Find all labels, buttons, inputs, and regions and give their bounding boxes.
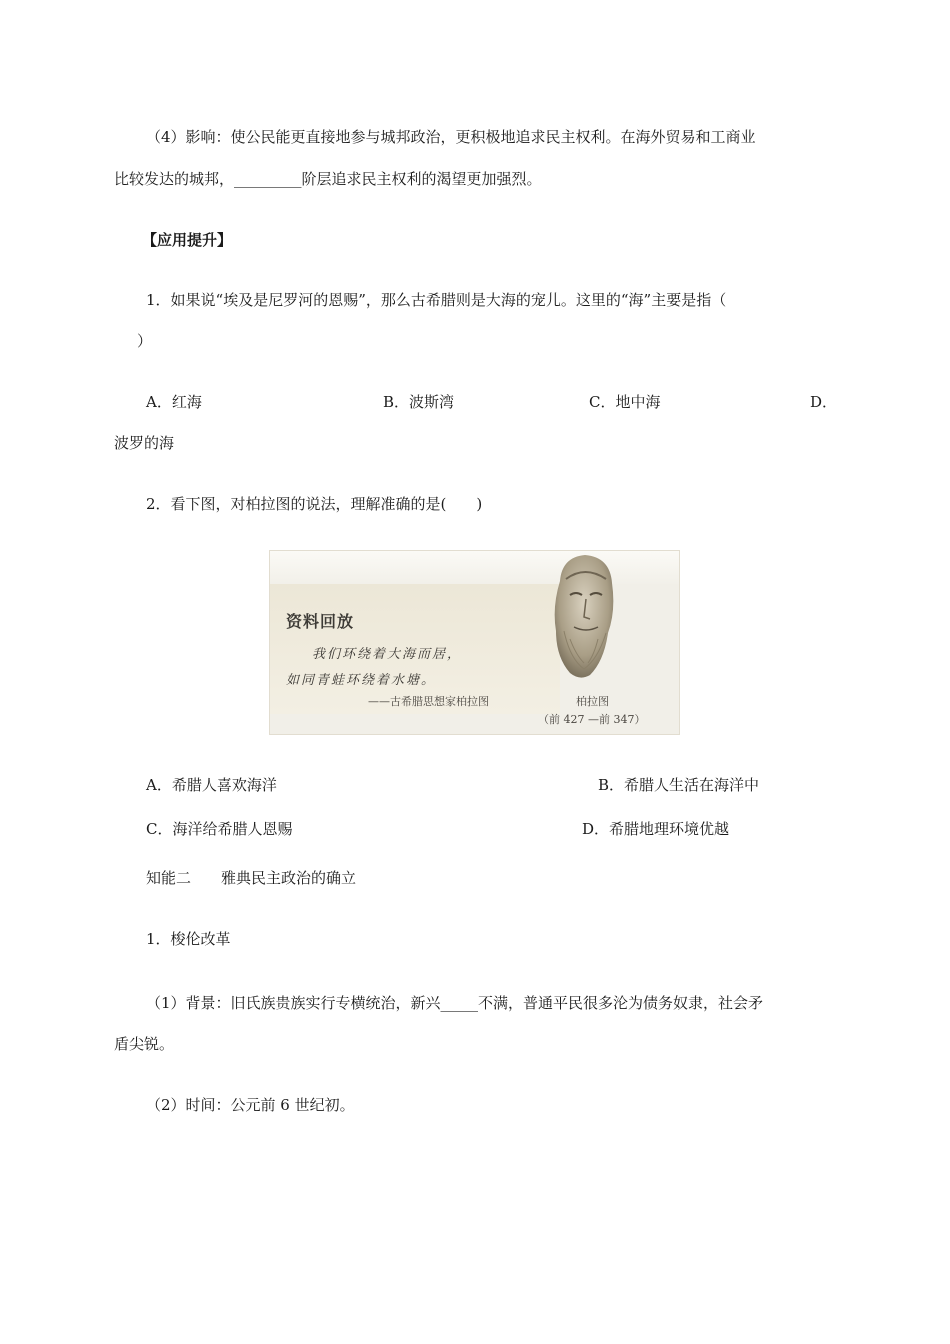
question-2-option-c: C．海洋给希腊人恩赐	[146, 820, 293, 838]
question-2-option-a: A．希腊人喜欢海洋	[146, 776, 277, 794]
figure-title: 资料回放	[286, 612, 355, 631]
portrait-name: 柏拉图	[576, 695, 609, 708]
question-1-line2: ）	[137, 332, 153, 350]
paragraph-time: （2）时间：公元前 6 世纪初。	[146, 1096, 355, 1114]
plato-figure	[269, 550, 680, 735]
portrait-dates: （前 427 —前 347）	[538, 713, 646, 726]
paragraph-background-line2: 盾尖锐。	[114, 1035, 175, 1053]
plato-bust-image	[540, 551, 630, 691]
item-solon-reform: 1．梭伦改革	[146, 930, 231, 948]
paragraph-influence-line2: 比较发达的城邦，_________阶层追求民主权利的渴望更加强烈。	[114, 170, 542, 188]
figure-credit: ——古希腊思想家柏拉图	[368, 695, 489, 708]
paragraph-background-line1: （1）背景：旧氏族贵族实行专横统治，新兴_____不满，普通平民很多沦为债务奴隶，社会矛	[146, 994, 764, 1012]
question-2-option-d: D．希腊地理环境优越	[582, 820, 730, 838]
question-1-option-d-continued: 波罗的海	[114, 434, 175, 452]
question-1-line1: 1．如果说“埃及是尼罗河的恩赐”，那么古希腊则是大海的宠儿。这里的“海”主要是指（	[146, 291, 727, 309]
question-1-option-b: B．波斯湾	[383, 393, 455, 411]
question-1-option-a: A．红海	[146, 393, 202, 411]
question-2-option-b: B．希腊人生活在海洋中	[598, 776, 760, 794]
question-1-option-d: D．	[810, 393, 838, 411]
section-heading-application: 【应用提升】	[142, 231, 233, 249]
figure-quote-line2: 如同青蛙环绕着水塘。	[286, 673, 437, 688]
question-2: 2．看下图，对柏拉图的说法，理解准确的是( )	[146, 495, 483, 513]
section-heading-athens: 知能二 雅典民主政治的确立	[146, 869, 357, 887]
figure-quote-line1: 我们环绕着大海而居，	[312, 647, 463, 662]
paragraph-influence-line1: （4）影响：使公民能更直接地参与城邦政治，更积极地追求民主权利。在海外贸易和工商业	[146, 128, 756, 146]
question-1-option-c: C．地中海	[589, 393, 661, 411]
